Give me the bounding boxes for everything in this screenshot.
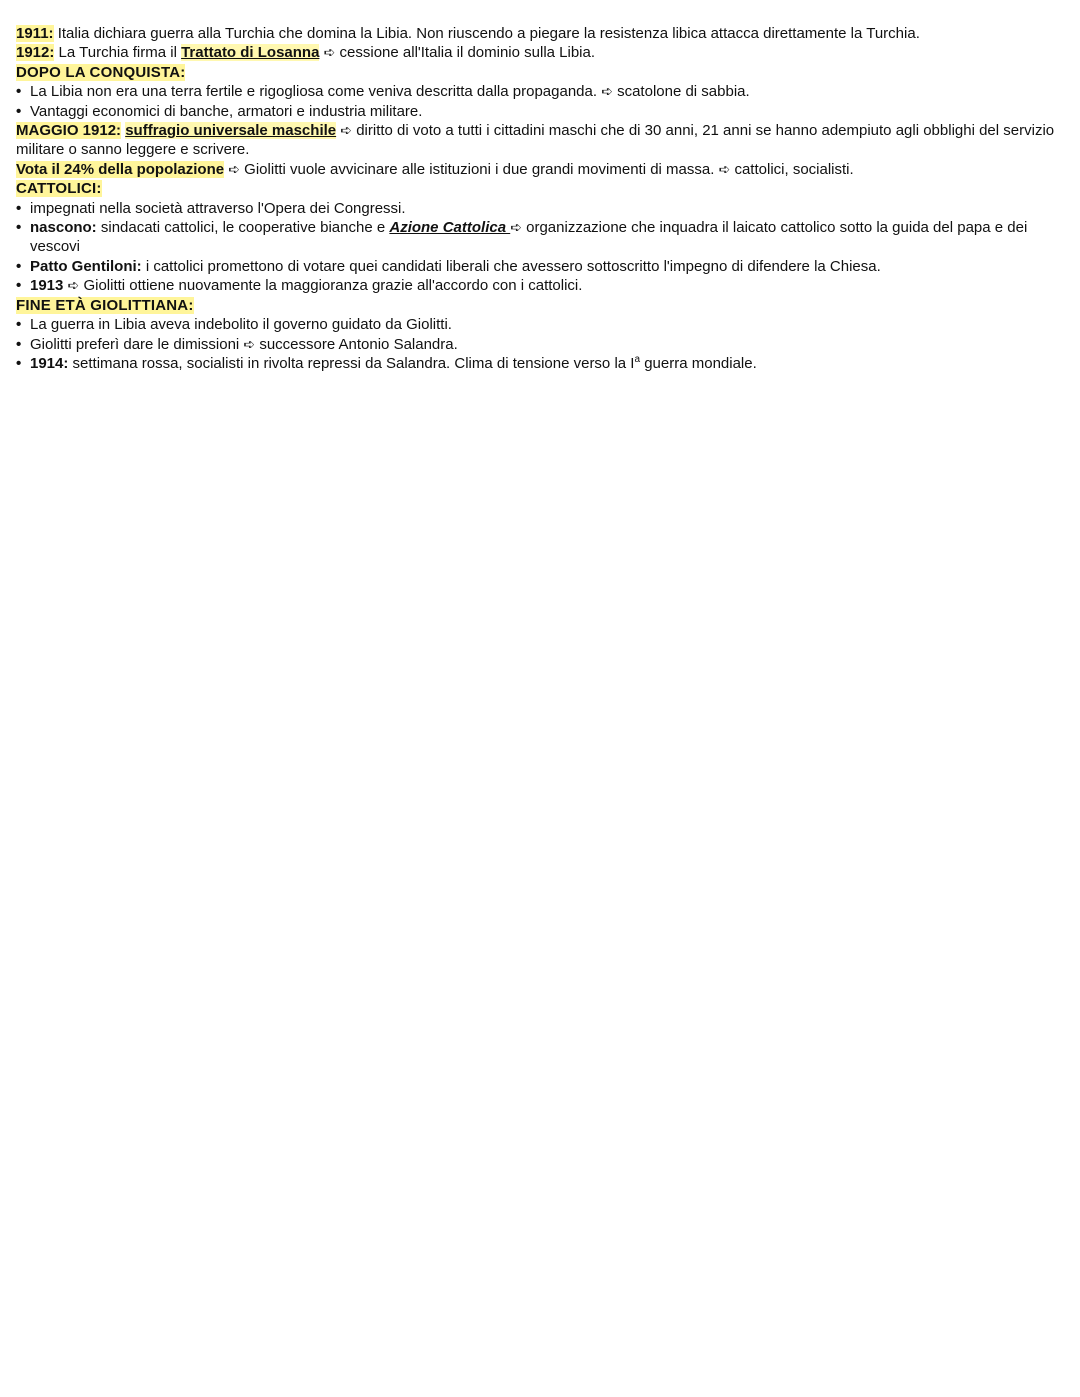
bullet-text: successore Antonio Salandra.	[255, 335, 458, 353]
bullet-item	[16, 218, 1056, 257]
bullet-text: La Libia non era una terra fertile e rigogliosa come veniva descritta dalla propaganda.	[30, 83, 602, 101]
vota-label: Vota il 24% della popolazione	[16, 160, 225, 178]
superscript: a	[634, 353, 641, 365]
bullet-text: sindacati cattolici, le cooperative bianche e	[96, 219, 390, 237]
arrow-icon: ➪	[228, 160, 241, 177]
bullet-item	[16, 82, 1056, 101]
year-label: 1911:	[16, 25, 54, 42]
heading-fine-eta-giolittiana	[16, 296, 1056, 315]
line-maggio-1912	[16, 121, 1056, 160]
section-heading: CATTOLICI:	[16, 180, 102, 198]
bullet-text: Giolitti preferì dare le dimissioni	[30, 335, 244, 353]
line-vota	[16, 160, 1056, 179]
bullet-text: scatolone di sabbia.	[612, 83, 750, 101]
line-text: cattolici, socialisti.	[730, 160, 854, 178]
trattato-di-losanna-link[interactable]: Trattato di Losanna	[181, 44, 320, 62]
arrow-icon: ➪	[243, 335, 256, 352]
line-text: Italia dichiara guerra alla Turchia che domina la Libia. Non riuscendo a piegare la resistenza libica attacca direttamente la Turchia.	[53, 25, 920, 42]
bullet-text: i cattolici promettono di votare quei candidati liberali che avessero sottoscritto l'impegno di difendere la Chiesa.	[141, 257, 881, 275]
line-1911	[16, 24, 1056, 43]
bullet-text: Vantaggi economici di banche, armatori e industria militare.	[30, 102, 423, 120]
bullet-label: 1913	[30, 277, 64, 295]
bullet-item	[16, 257, 1056, 276]
bullet-item	[16, 335, 1056, 354]
arrow-icon: ➪	[67, 277, 80, 294]
bullet-item	[16, 354, 1056, 373]
bullet-text: Giolitti ottiene nuovamente la maggioranza grazie all'accordo con i cattolici.	[79, 277, 583, 295]
date-label: MAGGIO 1912:	[16, 122, 122, 140]
bullet-label: 1914:	[30, 354, 69, 372]
bullet-text: organizzazione che inquadra il laicato cattolico sotto la guida del papa e dei vescovi	[30, 219, 1028, 256]
arrow-icon: ➪	[323, 44, 336, 61]
line-text: cessione all'Italia il dominio sulla Libia.	[335, 44, 596, 62]
suffragio-universale-link[interactable]: suffragio universale maschile	[125, 122, 337, 140]
bullet-text: settimana rossa, socialisti in rivolta repressi da Salandra. Clima di tensione verso la I	[68, 354, 635, 372]
arrow-icon: ➪	[718, 160, 731, 177]
arrow-icon: ➪	[340, 122, 353, 139]
heading-cattolici	[16, 179, 1056, 198]
bullet-text: guerra mondiale.	[640, 354, 757, 372]
bullet-item	[16, 199, 1056, 218]
section-heading: DOPO LA CONQUISTA:	[16, 63, 186, 81]
heading-dopo-la-conquista	[16, 63, 1056, 82]
bullet-text: La guerra in Libia aveva indebolito il governo guidato da Giolitti.	[30, 316, 452, 334]
arrow-icon: ➪	[601, 83, 613, 100]
bullet-item	[16, 102, 1056, 121]
bullet-item	[16, 276, 1056, 295]
line-text: diritto di voto a tutti i cittadini maschi che di 30 anni, 21 anni se hanno adempiuto agli obblighi del servizio militare o sanno leggere e scrivere.	[16, 122, 1055, 159]
line-1912	[16, 43, 1056, 62]
bullet-item	[16, 315, 1056, 334]
bullet-label: nascono:	[30, 219, 97, 237]
section-heading: FINE ETÀ GIOLITTIANA:	[16, 296, 194, 314]
year-label: 1912:	[16, 44, 55, 62]
azione-cattolica-link[interactable]: Azione Cattolica	[389, 219, 511, 237]
bullet-text: impegnati nella società attraverso l'Opera dei Congressi.	[30, 199, 406, 217]
arrow-icon: ➪	[510, 219, 522, 236]
bullet-label: Patto Gentiloni:	[30, 257, 142, 275]
line-text: Giolitti vuole avvicinare alle istituzioni i due grandi movimenti di massa.	[240, 160, 719, 178]
document-page	[16, 24, 1056, 373]
line-text: La Turchia firma il	[54, 44, 182, 62]
